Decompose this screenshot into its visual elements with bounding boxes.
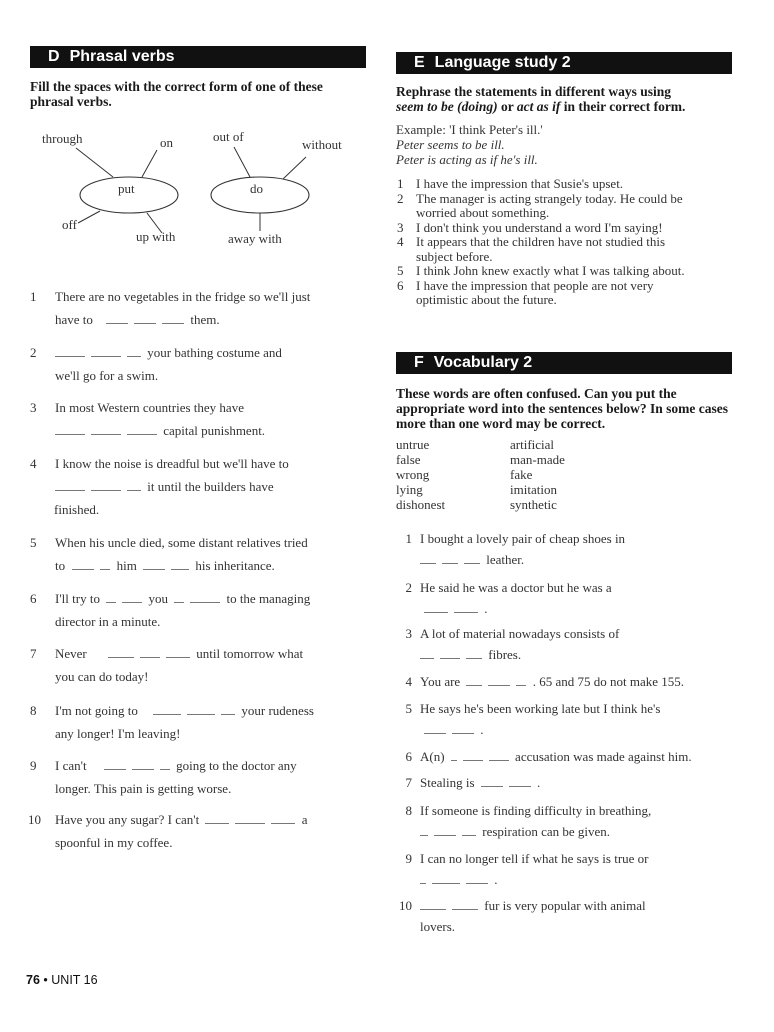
section-d-letter: D (48, 48, 60, 65)
word-option: imitation (510, 481, 557, 497)
answer-blank[interactable] (106, 590, 116, 603)
question-text: I know the noise is dreadful but we'll have to (55, 456, 289, 471)
question-d-8 (30, 699, 366, 745)
answer-blank[interactable] (104, 757, 126, 770)
question-text: them. (190, 312, 220, 327)
answer-blank[interactable] (160, 757, 170, 770)
answer-blank[interactable] (420, 646, 434, 659)
answer-blank[interactable] (488, 673, 510, 686)
word-option: wrong (396, 466, 430, 482)
question-text: I can no longer tell if what he says is true or (420, 851, 649, 866)
question-text: If someone is finding difficulty in breathing, (420, 803, 652, 818)
word-option: artificial (510, 436, 555, 452)
question-text: leather. (486, 552, 525, 567)
section-e-f (396, 52, 732, 934)
question-text: There are no vegetables in the fridge so we'll just (55, 289, 311, 304)
question-f-9 (396, 848, 732, 890)
question-number: 7 (30, 646, 37, 661)
example-label: Example: 'I think Peter's ill.' (396, 122, 543, 137)
question-text: respiration can be given. (482, 824, 611, 839)
answer-blank[interactable] (466, 646, 482, 659)
question-text: a (301, 812, 308, 827)
question-text: Stealing is (420, 775, 475, 790)
answer-blank[interactable] (190, 590, 220, 603)
question-number: 9 (30, 758, 37, 773)
question-text: Never (55, 646, 87, 661)
answer-blank[interactable] (55, 422, 85, 435)
section-f-letter: F (414, 353, 424, 371)
question-number: 8 (405, 803, 412, 818)
section-e-instruction-text: in their correct form. (560, 99, 686, 114)
answer-blank[interactable] (271, 811, 295, 824)
diagram-word-out-of: out of (213, 129, 244, 144)
answer-blank[interactable] (462, 823, 476, 836)
question-d-5 (30, 531, 366, 577)
phrasal-verb-diagram (30, 131, 366, 271)
question-f-8 (396, 800, 732, 842)
question-text: fibres. (488, 647, 522, 662)
question-f-2 (396, 577, 732, 619)
question-text: to the managing (226, 591, 311, 606)
answer-blank[interactable] (134, 311, 156, 324)
statement-text: The manager is acting strangely today. He could be (416, 190, 683, 206)
question-f-7 (396, 772, 732, 793)
question-d-7 (30, 642, 366, 688)
answer-blank[interactable] (166, 645, 190, 658)
answer-blank[interactable] (127, 344, 141, 357)
diagram-word-through: through (42, 131, 83, 146)
question-text: longer. This pain is getting worse. (55, 781, 232, 796)
answer-blank[interactable] (91, 344, 121, 357)
page-footer (26, 973, 98, 987)
question-text: finished. (54, 502, 100, 517)
answer-blank[interactable] (424, 600, 448, 613)
word-list (396, 437, 732, 512)
answer-blank[interactable] (143, 557, 165, 570)
statement-text: It appears that the children have not studied this (416, 234, 666, 249)
question-text: . (484, 601, 488, 616)
question-text: He says he's been working late but I think he's (420, 701, 661, 716)
question-number: 2 (30, 345, 37, 360)
statement-2 (396, 192, 732, 221)
section-f-instruction: These words are often confused. Can you put the appropriate word into the sentences below? In some cases more than one word may be correct. (396, 385, 728, 431)
answer-blank[interactable] (72, 557, 94, 570)
section-e-instruction-term: seem to be (doing) (396, 99, 498, 114)
question-text: Have you any sugar? I can't (55, 812, 200, 827)
question-f-1 (396, 528, 732, 570)
question-text: capital punishment. (163, 423, 266, 438)
unit-label: UNIT 16 (51, 973, 98, 987)
statement-number: 4 (397, 234, 404, 249)
section-e-instruction-term: act as if (516, 99, 561, 114)
question-number: 2 (405, 580, 412, 595)
answer-blank[interactable] (108, 645, 134, 658)
section-e-letter: E (414, 54, 425, 71)
statement-text: optimistic about the future. (416, 292, 557, 307)
question-text: you can do today! (55, 669, 149, 684)
footer-bullet: • (43, 973, 48, 987)
question-number: 1 (30, 289, 37, 304)
answer-blank[interactable] (432, 871, 460, 884)
answer-blank[interactable] (451, 748, 457, 761)
question-d-4 (30, 452, 366, 521)
answer-blank[interactable] (174, 590, 184, 603)
question-text: You are (420, 674, 461, 689)
question-text: him (116, 558, 137, 573)
answer-blank[interactable] (442, 551, 458, 564)
question-d-10 (30, 808, 366, 854)
word-option: man-made (510, 451, 565, 467)
word-option: untrue (396, 436, 430, 452)
question-number: 10 (28, 812, 41, 827)
question-number: 1 (405, 531, 412, 546)
diagram-word-off: off (62, 217, 77, 232)
example-answer: Peter seems to be ill. (396, 137, 505, 152)
question-d-3 (30, 396, 366, 442)
answer-blank[interactable] (466, 871, 488, 884)
question-text: . (480, 722, 484, 737)
question-text: director in a minute. (55, 614, 161, 629)
question-text: I can't (55, 758, 87, 773)
question-d-6 (30, 587, 366, 633)
question-f-5 (396, 698, 732, 740)
statement-5 (396, 264, 732, 279)
statement-number: 2 (397, 190, 404, 206)
statement-1 (396, 177, 732, 192)
section-d-title: Phrasal verbs (69, 48, 175, 65)
answer-blank[interactable] (132, 757, 154, 770)
section-f-banner (396, 352, 732, 374)
question-f-4 (396, 671, 732, 692)
answer-blank[interactable] (516, 673, 526, 686)
question-text: any longer! I'm leaving! (55, 726, 181, 741)
question-text: until tomorrow what (196, 646, 304, 661)
diagram-word-without: without (302, 137, 342, 152)
question-number: 4 (30, 456, 37, 471)
question-number: 6 (30, 591, 37, 606)
answer-blank[interactable] (171, 557, 189, 570)
example-answer: Peter is acting as if he's ill. (396, 152, 538, 167)
question-text: spoonful in my coffee. (55, 835, 173, 850)
section-d-instruction: Fill the spaces with the correct form of one of these phrasal verbs. (30, 79, 323, 109)
section-d-banner (30, 46, 366, 68)
section-e-statements (396, 177, 732, 308)
question-d-1 (30, 285, 366, 331)
section-f-title: Vocabulary 2 (433, 353, 533, 371)
word-option: lying (396, 481, 423, 497)
question-text: In most Western countries they have (55, 400, 244, 415)
answer-blank[interactable] (153, 702, 181, 715)
answer-blank[interactable] (489, 748, 509, 761)
question-text: When his uncle died, some distant relatives tried (55, 535, 308, 550)
section-e-instruction-text: or (497, 99, 517, 114)
answer-blank[interactable] (440, 646, 460, 659)
answer-blank[interactable] (100, 557, 110, 570)
answer-blank[interactable] (140, 645, 160, 658)
question-text: I'm not going to (55, 703, 138, 718)
answer-blank[interactable] (434, 823, 456, 836)
answer-blank[interactable] (481, 774, 503, 787)
question-text: going to the doctor any (176, 758, 297, 773)
question-number: 4 (405, 674, 412, 689)
word-option: fake (510, 466, 533, 482)
statement-number: 6 (397, 277, 404, 293)
answer-blank[interactable] (127, 422, 157, 435)
page-number: 76 (26, 973, 40, 987)
question-text: . (537, 775, 541, 790)
answer-blank[interactable] (162, 311, 184, 324)
statement-text: subject before. (416, 248, 493, 264)
answer-blank[interactable] (452, 721, 474, 734)
answer-blank[interactable] (466, 673, 482, 686)
statement-text: I don't think you understand a word I'm saying! (416, 219, 663, 235)
statement-text: I have the impression that Susie's upset. (416, 176, 624, 191)
answer-blank[interactable] (127, 478, 141, 491)
question-number: 8 (30, 703, 37, 718)
diagram-word-away-with: away with (228, 231, 282, 246)
question-f-10 (396, 895, 732, 937)
question-text: . (494, 872, 498, 887)
statement-6 (396, 279, 732, 308)
answer-blank[interactable] (205, 811, 229, 824)
question-text: your bathing costume and (147, 345, 282, 360)
question-f-6 (396, 746, 732, 767)
statement-number: 1 (397, 176, 404, 191)
question-number: 5 (30, 535, 37, 550)
statement-4 (396, 235, 732, 264)
answer-blank[interactable] (235, 811, 265, 824)
question-number: 10 (399, 898, 412, 913)
statement-number: 5 (397, 263, 404, 278)
section-e-example (396, 122, 732, 167)
statement-text: worried about something. (416, 205, 550, 220)
answer-blank[interactable] (55, 344, 85, 357)
section-e-title: Language study 2 (434, 54, 571, 71)
question-text: lovers. (420, 919, 456, 934)
question-number: 9 (405, 851, 412, 866)
answer-blank[interactable] (420, 897, 446, 910)
question-text: accusation was made against him. (515, 749, 692, 764)
section-d (28, 46, 366, 850)
word-option: synthetic (510, 496, 557, 512)
answer-blank[interactable] (452, 897, 478, 910)
answer-blank[interactable] (420, 551, 436, 564)
answer-blank[interactable] (420, 871, 426, 884)
question-d-9 (30, 754, 366, 800)
answer-blank[interactable] (509, 774, 531, 787)
section-e-banner (396, 52, 732, 74)
answer-blank[interactable] (221, 702, 235, 715)
question-text: He said he was a doctor but he was a (420, 580, 612, 595)
question-text: A lot of material nowadays consists of (420, 626, 620, 641)
answer-blank[interactable] (424, 721, 446, 734)
statement-text: I have the impression that people are not very (416, 277, 654, 293)
answer-blank[interactable] (91, 422, 121, 435)
statement-text: I think John knew exactly what I was talking about. (416, 263, 685, 278)
statement-3 (396, 221, 732, 236)
question-number: 3 (405, 626, 412, 641)
question-text: we'll go for a swim. (55, 368, 159, 383)
answer-blank[interactable] (463, 748, 483, 761)
answer-blank[interactable] (55, 478, 85, 491)
answer-blank[interactable] (106, 311, 128, 324)
question-d-2 (30, 341, 366, 387)
word-option: false (396, 451, 421, 467)
question-text: to (55, 558, 66, 573)
question-number: 6 (405, 749, 412, 764)
question-number: 5 (405, 701, 412, 716)
question-text: it until the builders have (147, 479, 274, 494)
diagram-word-on: on (160, 135, 173, 150)
section-e-instruction-text: Rephrase the statements in different ways using (396, 84, 671, 99)
answer-blank[interactable] (420, 823, 428, 836)
question-text: I bought a lovely pair of cheap shoes in (420, 531, 626, 546)
question-number: 3 (30, 400, 37, 415)
question-text: fur is very popular with animal (484, 898, 646, 913)
statement-number: 3 (397, 219, 404, 235)
question-text: his inheritance. (195, 558, 275, 573)
diagram-word-up-with: up with (136, 229, 176, 244)
answer-blank[interactable] (464, 551, 480, 564)
diagram-word-put: put (118, 181, 135, 196)
question-f-3 (396, 623, 732, 665)
answer-blank[interactable] (454, 600, 478, 613)
question-text: have to (55, 312, 93, 327)
question-text: your rudeness (241, 703, 314, 718)
word-option: dishonest (396, 496, 446, 512)
question-text: . 65 and 75 do not make 155. (532, 674, 685, 689)
question-number: 7 (405, 775, 412, 790)
question-text: A(n) (420, 749, 445, 764)
question-text: you (148, 591, 168, 606)
section-e-instruction (396, 84, 732, 114)
answer-blank[interactable] (122, 590, 142, 603)
answer-blank[interactable] (91, 478, 121, 491)
diagram-word-do: do (250, 181, 263, 196)
answer-blank[interactable] (187, 702, 215, 715)
question-text: I'll try to (55, 591, 100, 606)
